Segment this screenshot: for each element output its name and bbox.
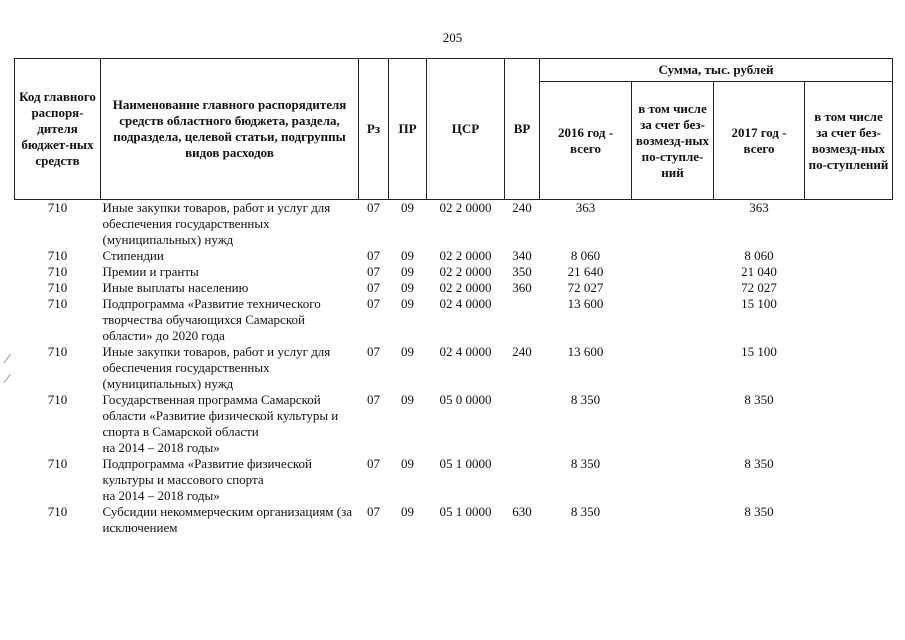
cell-2016-free xyxy=(632,504,714,536)
table-row xyxy=(15,280,893,296)
cell-name: Государственная программа Самарской области «Развитие физической культуры и спорта в Самарской области на 2014 – 2018 годы» xyxy=(102,392,339,455)
cell-2016-total: 21 640 xyxy=(567,264,604,279)
cell-kod: 710 xyxy=(47,296,68,311)
cell-name: Субсидии некоммерческим организациям (за исключением xyxy=(102,504,353,535)
header-pr: ПР xyxy=(389,59,427,200)
cell-2017-free xyxy=(805,456,893,504)
cell-pr: 09 xyxy=(401,504,414,519)
margin-pencil-mark: ∕ xyxy=(6,372,9,387)
cell-2017-total: 363 xyxy=(749,200,769,215)
cell-2016-total: 13 600 xyxy=(567,296,604,311)
header-2016-free: в том числе за счет без-возмезд-ных по-ступле-ний xyxy=(632,82,714,200)
cell-2016-total: 8 060 xyxy=(570,248,601,263)
cell-vr: 350 xyxy=(512,264,532,279)
cell-2016-total: 72 027 xyxy=(567,280,604,295)
cell-csr: 02 2 0000 xyxy=(439,264,492,279)
cell-2017-free xyxy=(805,248,893,264)
cell-vr xyxy=(505,392,540,456)
cell-rz: 07 xyxy=(367,280,380,295)
cell-vr: 360 xyxy=(512,280,532,295)
cell-kod: 710 xyxy=(47,248,68,263)
cell-2017-total: 21 040 xyxy=(741,264,777,279)
cell-name: Подпрограмма «Развитие физической культуры и массового спорта на 2014 – 2018 годы» xyxy=(102,456,312,503)
cell-rz: 07 xyxy=(367,200,380,215)
cell-name: Иные выплаты населению xyxy=(102,280,249,295)
cell-name: Стипендии xyxy=(102,248,164,263)
cell-rz: 07 xyxy=(367,264,380,279)
table-row xyxy=(15,392,893,456)
cell-pr: 09 xyxy=(401,392,414,407)
cell-kod: 710 xyxy=(47,280,68,295)
cell-2016-total: 13 600 xyxy=(567,344,604,359)
cell-2017-free xyxy=(805,344,893,392)
cell-kod: 710 xyxy=(47,264,68,279)
cell-rz: 07 xyxy=(367,392,380,407)
header-2017-total: 2017 год - всего xyxy=(714,82,805,200)
margin-pencil-mark: ⁄ xyxy=(6,352,9,367)
cell-2017-total: 15 100 xyxy=(741,296,777,311)
cell-2016-free xyxy=(632,280,714,296)
cell-2017-total: 72 027 xyxy=(741,280,777,295)
cell-pr: 09 xyxy=(401,456,414,471)
header-name: Наименование главного распорядителя средств областного бюджета, раздела, подраздела, целевой статьи, подгруппы видов расходов xyxy=(101,59,359,200)
header-vr: ВР xyxy=(505,59,540,200)
cell-2016-free xyxy=(632,200,714,249)
cell-csr: 05 1 0000 xyxy=(439,456,492,471)
table-header xyxy=(15,59,893,200)
cell-2017-free xyxy=(805,200,893,249)
cell-2017-total: 8 350 xyxy=(744,392,774,407)
cell-pr: 09 xyxy=(401,344,414,359)
cell-rz: 07 xyxy=(367,248,380,263)
cell-2017-free xyxy=(805,504,893,536)
cell-name: Подпрограмма «Развитие технического творчества обучающихся Самарской области» до 2020 года xyxy=(102,296,321,343)
budget-table xyxy=(14,58,893,536)
cell-2016-free xyxy=(632,296,714,344)
cell-pr: 09 xyxy=(401,200,414,215)
page-number: 205 xyxy=(442,30,463,45)
header-2016-total: 2016 год - всего xyxy=(540,82,632,200)
cell-rz: 07 xyxy=(367,456,380,471)
header-csr: ЦСР xyxy=(427,59,505,200)
cell-2016-free xyxy=(632,392,714,456)
table-row xyxy=(15,296,893,344)
header-rz: Рз xyxy=(359,59,389,200)
cell-vr: 240 xyxy=(512,200,532,215)
cell-vr: 340 xyxy=(512,248,532,263)
cell-rz: 07 xyxy=(367,504,380,519)
cell-pr: 09 xyxy=(401,280,414,295)
cell-csr: 05 1 0000 xyxy=(439,504,492,519)
cell-rz: 07 xyxy=(367,296,380,311)
table-row xyxy=(15,456,893,504)
table-row xyxy=(15,264,893,280)
table-body xyxy=(15,200,893,537)
cell-name: Иные закупки товаров, работ и услуг для обеспечения государственных (муниципальных) нужд xyxy=(102,200,331,247)
header-summa: Сумма, тыс. рублей xyxy=(540,59,893,82)
cell-vr: 630 xyxy=(512,504,532,519)
table-row xyxy=(15,504,893,536)
cell-2017-free xyxy=(805,392,893,456)
cell-2017-total: 8 060 xyxy=(744,248,774,263)
cell-2017-free xyxy=(805,264,893,280)
cell-csr: 02 2 0000 xyxy=(439,200,492,215)
cell-pr: 09 xyxy=(401,264,414,279)
cell-2016-total: 8 350 xyxy=(570,392,601,407)
cell-2016-free xyxy=(632,264,714,280)
table-row xyxy=(15,200,893,249)
cell-2016-free xyxy=(632,456,714,504)
table-row xyxy=(15,248,893,264)
cell-kod: 710 xyxy=(47,392,68,407)
cell-2017-free xyxy=(805,280,893,296)
cell-2017-free xyxy=(805,296,893,344)
cell-2017-total: 8 350 xyxy=(744,504,774,519)
cell-2016-free xyxy=(632,344,714,392)
cell-name: Премии и гранты xyxy=(102,264,199,279)
cell-2016-total: 8 350 xyxy=(570,456,601,471)
cell-2017-total: 8 350 xyxy=(744,456,774,471)
cell-pr: 09 xyxy=(401,296,414,311)
cell-kod: 710 xyxy=(47,504,68,519)
table-row xyxy=(15,344,893,392)
cell-pr: 09 xyxy=(401,248,414,263)
cell-csr: 02 4 0000 xyxy=(439,296,492,311)
cell-csr: 02 4 0000 xyxy=(439,344,492,359)
header-kod: Код главного распоря-дителя бюджет-ных средств xyxy=(15,59,101,200)
cell-rz: 07 xyxy=(367,344,380,359)
cell-csr: 05 0 0000 xyxy=(439,392,492,407)
cell-name: Иные закупки товаров, работ и услуг для обеспечения государственных (муниципальных) нужд xyxy=(102,344,331,391)
cell-vr: 240 xyxy=(512,344,532,359)
cell-kod: 710 xyxy=(47,456,68,471)
cell-2016-total: 363 xyxy=(575,200,596,215)
cell-kod: 710 xyxy=(47,344,68,359)
cell-csr: 02 2 0000 xyxy=(439,248,492,263)
header-2017-free: в том числе за счет без-возмезд-ных по-ступлений xyxy=(805,82,893,200)
cell-csr: 02 2 0000 xyxy=(439,280,492,295)
cell-vr xyxy=(505,456,540,504)
cell-kod: 710 xyxy=(47,200,68,215)
cell-2016-total: 8 350 xyxy=(570,504,601,519)
cell-2017-total: 15 100 xyxy=(741,344,777,359)
cell-vr xyxy=(505,296,540,344)
cell-2016-free xyxy=(632,248,714,264)
